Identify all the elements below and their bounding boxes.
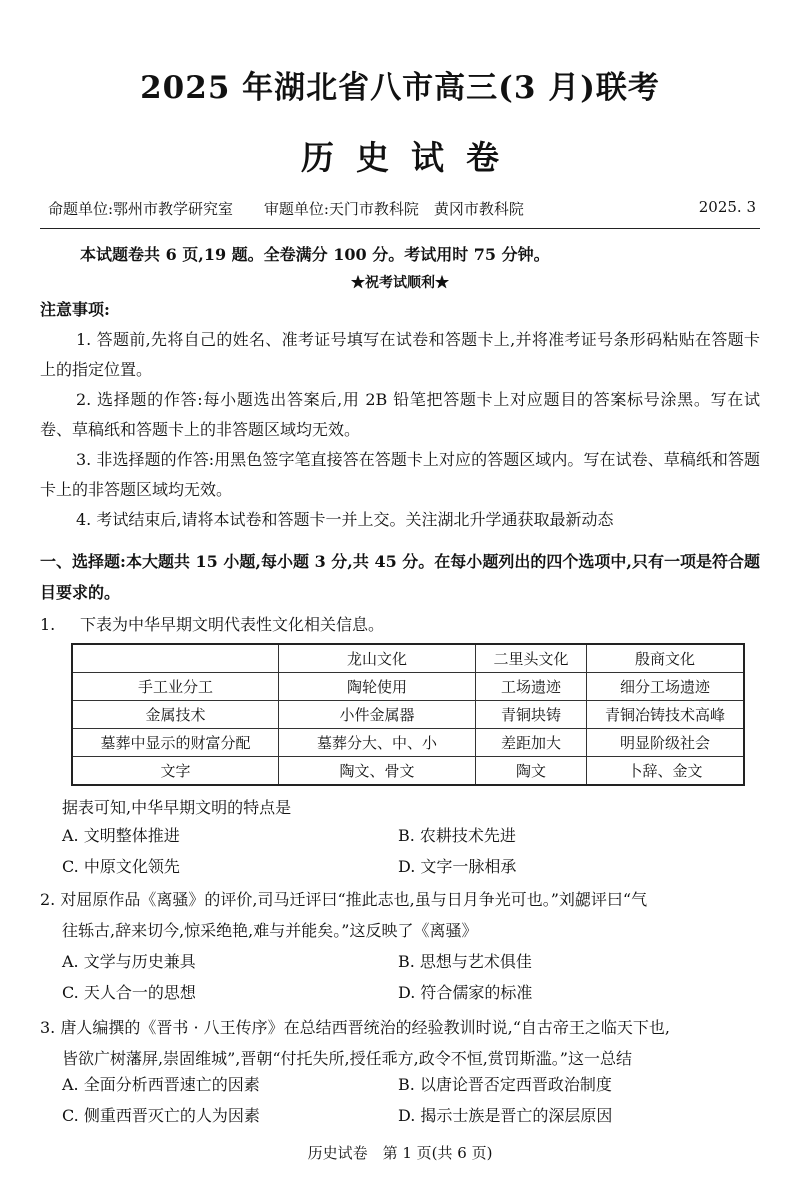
table-cell: 陶文、骨文 bbox=[279, 757, 476, 786]
question-text: 2. 对屈原作品《离骚》的评价,司马迁评曰“推此志也,虽与日月争光可也。”刘勰评曰“气 bbox=[40, 890, 648, 909]
option-c: C. 侧重西晋灭亡的人为因素 bbox=[62, 1106, 260, 1125]
table-cell: 小件金属器 bbox=[279, 701, 476, 729]
table-cell: 陶文 bbox=[476, 757, 587, 786]
note-item: 4. 考试结束后,请将本试卷和答题卡一并上交。关注湖北升学通获取最新动态 bbox=[76, 510, 614, 529]
option-c: C. 中原文化领先 bbox=[62, 857, 180, 876]
question-3-options bbox=[62, 1068, 762, 1130]
question-1 bbox=[40, 609, 760, 640]
table-cell: 陶轮使用 bbox=[279, 673, 476, 701]
exam-meta bbox=[48, 198, 756, 219]
table-header-cell: 二里头文化 bbox=[476, 644, 587, 673]
note-item: 1. 答题前,先将自己的姓名、准考证号填写在试卷和答题卡上,并将准考证号条形码粘贴在答题卡上的指定位置。 bbox=[40, 330, 760, 379]
table-header-row bbox=[72, 644, 744, 673]
reviewer-unit: 审题单位:天门市教科院 黄冈市教科院 bbox=[263, 200, 524, 218]
table-cell: 工场遗迹 bbox=[476, 673, 587, 701]
header-divider bbox=[40, 228, 760, 229]
question-number: 1. bbox=[40, 615, 56, 634]
subject-title: 历史试卷 bbox=[301, 138, 521, 177]
option-d: D. 文字一脉相承 bbox=[398, 857, 517, 876]
table-cell: 手工业分工 bbox=[72, 673, 279, 701]
question-text: 皆欲广树藩屏,崇固维城”,晋朝“付托失所,授任乖方,政令不恒,赏罚斯滥。”这一总结 bbox=[62, 1049, 632, 1068]
section-heading: 一、选择题:本大题共 15 小题,每小题 3 分,共 45 分。在每小题列出的四个选项中,只有一项是符合题目要求的。 bbox=[40, 552, 760, 602]
option-a: A. 文明整体推进 bbox=[62, 826, 180, 845]
table-cell: 文字 bbox=[72, 757, 279, 786]
question-2 bbox=[40, 884, 760, 946]
setter-unit: 命题单位:鄂州市教学研究室 bbox=[48, 200, 234, 218]
exam-units bbox=[48, 198, 550, 219]
option-b: B. 农耕技术先进 bbox=[398, 826, 516, 845]
table-cell: 墓葬分大、中、小 bbox=[279, 729, 476, 757]
table-row bbox=[72, 673, 744, 701]
question-text: 下表为中华早期文明代表性文化相关信息。 bbox=[80, 615, 385, 634]
table-cell: 差距加大 bbox=[476, 729, 587, 757]
table-cell: 青铜块铸 bbox=[476, 701, 587, 729]
option-d: D. 揭示士族是晋亡的深层原因 bbox=[398, 1106, 613, 1125]
table-cell: 卜辞、金文 bbox=[587, 757, 745, 786]
table-cell: 青铜冶铸技术高峰 bbox=[587, 701, 745, 729]
table-header-cell: 龙山文化 bbox=[279, 644, 476, 673]
option-a: A. 全面分析西晋速亡的因素 bbox=[62, 1075, 260, 1094]
table-row bbox=[72, 701, 744, 729]
question-text: 往轹古,辞来切今,惊采绝艳,难与并能矣。”这反映了《离骚》 bbox=[62, 921, 478, 940]
option-b: B. 思想与艺术俱佳 bbox=[398, 952, 532, 971]
table-row bbox=[72, 729, 744, 757]
exam-title: 2025 年湖北省八市高三(3 月)联考 bbox=[140, 70, 660, 106]
option-a: A. 文学与历史兼具 bbox=[62, 952, 196, 971]
notes-title: 注意事项: bbox=[40, 300, 110, 319]
notes-list bbox=[40, 325, 760, 535]
table-cell: 墓葬中显示的财富分配 bbox=[72, 729, 279, 757]
good-luck-line: ★祝考试顺利★ bbox=[351, 275, 449, 291]
note-item: 2. 选择题的作答:每小题选出答案后,用 2B 铅笔把答题卡上对应题目的答案标号涂黑。写在试卷、草稿纸和答题卡上的非答题区域均无效。 bbox=[40, 390, 760, 439]
question-1-stem: 据表可知,中华早期文明的特点是 bbox=[62, 798, 292, 817]
table-cell: 金属技术 bbox=[72, 701, 279, 729]
option-d: D. 符合儒家的标准 bbox=[398, 983, 533, 1002]
table-header-cell: 殷商文化 bbox=[587, 644, 745, 673]
table-cell: 细分工场遗迹 bbox=[587, 673, 745, 701]
question-2-options bbox=[62, 945, 762, 1007]
table-header-cell bbox=[72, 644, 279, 673]
exam-info: 本试题卷共 6 页,19 题。全卷满分 100 分。考试用时 75 分钟。 bbox=[80, 245, 550, 264]
table-row bbox=[72, 757, 744, 786]
option-b: B. 以唐论晋否定西晋政治制度 bbox=[398, 1075, 612, 1094]
note-item: 3. 非选择题的作答:用黑色签字笔直接答在答题卡上对应的答题区域内。写在试卷、草稿纸和答题卡上的非答题区域均无效。 bbox=[40, 450, 760, 499]
question-1-options bbox=[62, 819, 762, 881]
page-footer: 历史试卷 第 1 页(共 6 页) bbox=[307, 1144, 493, 1162]
exam-date: 2025. 3 bbox=[698, 198, 756, 216]
option-c: C. 天人合一的思想 bbox=[62, 983, 196, 1002]
question-3 bbox=[40, 1012, 760, 1074]
culture-table bbox=[71, 643, 745, 786]
question-text: 3. 唐人编撰的《晋书 · 八王传序》在总结西晋统治的经验教训时说,“自古帝王之临天下也, bbox=[40, 1018, 670, 1037]
table-cell: 明显阶级社会 bbox=[587, 729, 745, 757]
